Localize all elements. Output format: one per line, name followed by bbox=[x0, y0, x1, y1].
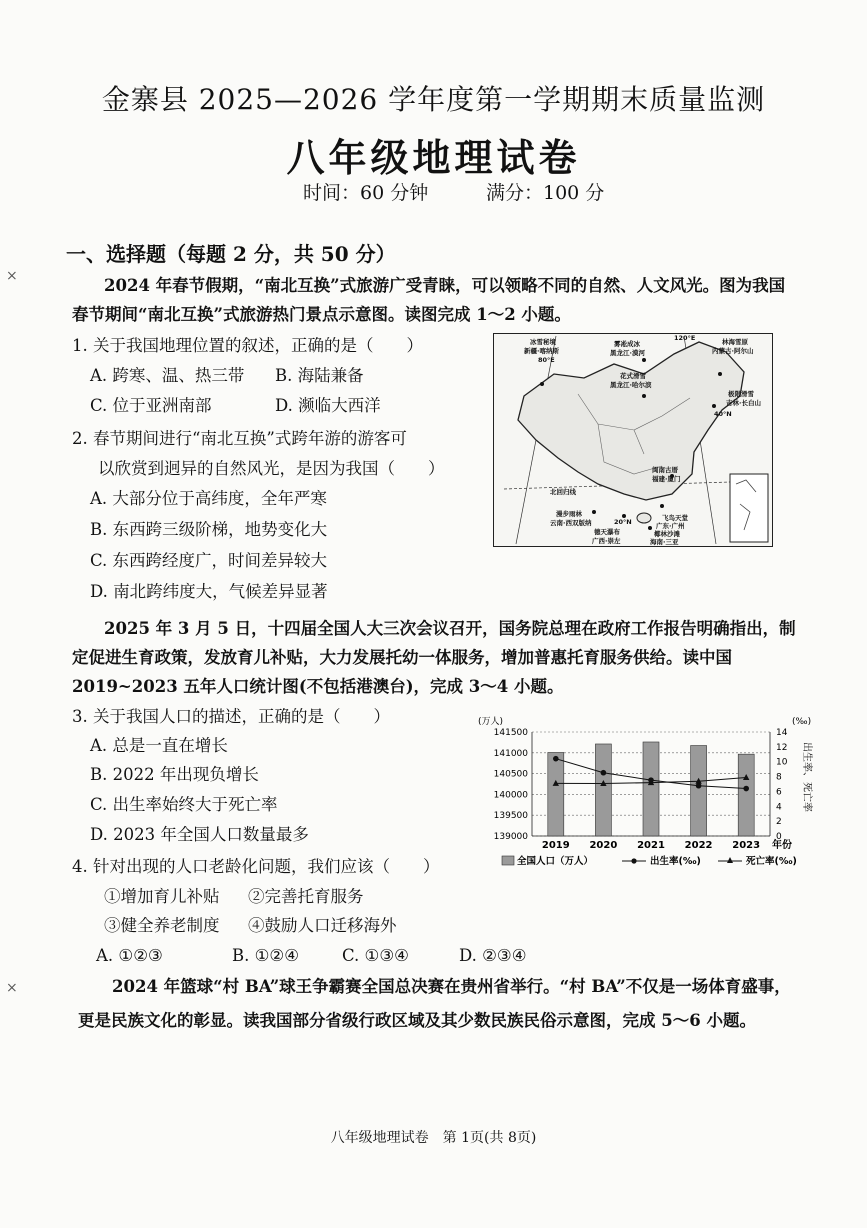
y-right-axis-label: 出生率、死亡率 bbox=[801, 742, 812, 812]
hainan-island bbox=[637, 513, 651, 523]
question-2-stem-line-1: 2. 春节期间进行“南北互换”式跨年游的游客可 bbox=[72, 429, 407, 448]
spot-marker-sanya bbox=[648, 526, 652, 530]
question-4-item-3: ③健全养老制度 bbox=[104, 916, 220, 935]
y-left-tick-label: 141000 bbox=[493, 748, 528, 759]
legend-label-population: 全国人口（万人） bbox=[517, 856, 594, 867]
y-right-tick-label: 14 bbox=[776, 728, 788, 738]
map-label-7: 林海雪原 bbox=[722, 338, 748, 346]
map-label-9: 花式滑雪 bbox=[620, 372, 646, 380]
page-footer: 八年级地理试卷 第 1页(共 8页) bbox=[330, 1130, 537, 1146]
population-bar bbox=[548, 752, 564, 836]
intro-paragraph-3-line-2: 更是民族文化的彰显。读我国部分省级行政区域及其少数民族民俗示意图，完成 5～6 小题。 bbox=[78, 1011, 756, 1030]
map-label-25: 福建·厦门 bbox=[652, 475, 681, 483]
question-3-option-c: C. 出生率始终大于死亡率 bbox=[90, 795, 278, 814]
section-title: 一、选择题（每题 2 分，共 50 分） bbox=[66, 242, 396, 266]
y-left-unit: (万人) bbox=[478, 717, 504, 727]
map-label-18: 飞鸟天堂 bbox=[662, 514, 688, 522]
question-1-option-a: A. 跨寒、温、热三带 bbox=[90, 366, 245, 385]
y-right-tick-label: 4 bbox=[776, 802, 782, 813]
map-label-15: 漫步雨林 bbox=[556, 510, 582, 518]
map-label-23: 广西·崇左 bbox=[592, 537, 621, 545]
question-1-stem: 1. 关于我国地理位置的叙述，正确的是（ ） bbox=[72, 336, 423, 355]
map-label-4: 雾凇成冰 bbox=[614, 340, 640, 348]
legend-label-death: 死亡率(‰) bbox=[746, 856, 797, 867]
map-label-13: 吉林·长白山 bbox=[726, 399, 761, 407]
china-tourism-map bbox=[493, 333, 773, 547]
y-right-tick-label: 10 bbox=[776, 757, 788, 768]
question-3-option-d: D. 2023 年全国人口数量最多 bbox=[90, 825, 309, 844]
y-right-unit: (‰) bbox=[792, 717, 812, 727]
china-map-drawing bbox=[494, 334, 772, 546]
population-bar bbox=[738, 754, 754, 836]
map-label-12: 极限滑雪 bbox=[728, 390, 754, 398]
question-4-stem: 4. 针对出现的人口老龄化问题，我们应该（ ） bbox=[72, 857, 440, 876]
population-chart bbox=[470, 712, 826, 874]
map-label-5: 黑龙江·漠河 bbox=[610, 349, 645, 357]
question-1-option-b: B. 海陆兼备 bbox=[275, 366, 364, 385]
exam-title: 金寨县 2025—2026 学年度第一学期期末质量监测 bbox=[101, 83, 766, 116]
intro-paragraph-1-line-2: 春节期间“南北互换”式旅游热门景点示意图。读图完成 1～2 小题。 bbox=[72, 305, 571, 324]
question-4-item-1: ①增加育儿补贴 bbox=[104, 887, 220, 906]
map-label-10: 黑龙江·哈尔滨 bbox=[610, 381, 652, 389]
map-label-22: 德天瀑布 bbox=[594, 528, 620, 536]
question-4-item-2: ②完善托育服务 bbox=[248, 887, 364, 906]
legend-label-birth: 出生率(‰) bbox=[650, 856, 701, 867]
china-outline bbox=[518, 342, 744, 500]
spot-marker-arxan bbox=[718, 372, 722, 376]
question-2-option-b: B. 东西跨三级阶梯，地势变化大 bbox=[90, 520, 328, 539]
y-right-tick-label: 12 bbox=[776, 742, 788, 753]
intro-paragraph-1-line-1: 2024 年春节假期，“南北互换”式旅游广受青睐，可以领略不同的自然、人文风光。图为我国 bbox=[104, 276, 786, 295]
x-tick-label: 2021 bbox=[637, 840, 665, 851]
y-left-tick-label: 140000 bbox=[493, 790, 528, 801]
question-4-option-b: B. ①②④ bbox=[232, 946, 299, 965]
map-label-2: 新疆·喀纳斯 bbox=[524, 347, 559, 355]
question-4-item-4: ④鼓励人口迁移海外 bbox=[248, 916, 397, 935]
y-left-tick-label: 139500 bbox=[493, 811, 528, 822]
question-4-option-a: A. ①②③ bbox=[96, 946, 163, 965]
legend-marker-death bbox=[727, 857, 733, 863]
map-label-16: 云南·西双版纳 bbox=[550, 519, 592, 527]
spot-marker-mohe bbox=[642, 358, 646, 362]
intro-paragraph-2-line-1: 2025 年 3 月 5 日，十四届全国人大三次会议召开，国务院总理在政府工作报告明确指出，制 bbox=[104, 619, 796, 638]
spot-marker-xishuangbanna bbox=[592, 510, 596, 514]
question-4-option-d: D. ②③④ bbox=[459, 946, 527, 965]
y-right-tick-label: 8 bbox=[776, 772, 782, 783]
y-left-tick-label: 139000 bbox=[493, 832, 528, 842]
spot-marker-kanas bbox=[540, 382, 544, 386]
x-tick-label: 2022 bbox=[684, 840, 713, 851]
birth-rate-point bbox=[601, 770, 607, 776]
question-2-option-a: A. 大部分位于高纬度，全年严寒 bbox=[90, 489, 327, 508]
y-right-tick-label: 2 bbox=[776, 817, 782, 828]
map-label-20: 椰林沙滩 bbox=[654, 530, 680, 538]
map-label-24: 闽南古厝 bbox=[652, 466, 678, 474]
question-4-option-c: C. ①③④ bbox=[342, 946, 409, 965]
intro-paragraph-3-line-1: 2024 年篮球“村 BA”球王争霸赛全国总决赛在贵州省举行。“村 BA”不仅是一场体育盛事， bbox=[112, 977, 791, 996]
population-bar bbox=[643, 742, 659, 836]
legend-marker-birth bbox=[631, 858, 636, 863]
binding-margin-mark-1: × bbox=[6, 268, 18, 284]
question-1-option-d: D. 濒临大西洋 bbox=[275, 396, 381, 415]
question-1-option-c: C. 位于亚洲南部 bbox=[90, 396, 212, 415]
map-label-19: 广东·广州 bbox=[656, 522, 685, 530]
population-chart-svg bbox=[470, 712, 826, 874]
x-tick-label: 2023 bbox=[732, 840, 761, 851]
question-3-option-b: B. 2022 年出现负增长 bbox=[90, 765, 259, 784]
legend-swatch-population bbox=[502, 856, 514, 865]
map-label-6: 120°E bbox=[674, 334, 696, 342]
exam-full-score: 满分：100 分 bbox=[486, 182, 605, 204]
population-bar bbox=[691, 746, 707, 836]
map-label-8: 内蒙古·阿尔山 bbox=[712, 347, 754, 355]
question-2-option-d: D. 南北跨纬度大，气候差异显著 bbox=[90, 582, 328, 601]
y-left-tick-label: 140500 bbox=[493, 769, 528, 780]
map-label-21: 海南·三亚 bbox=[650, 538, 679, 546]
birth-rate-point bbox=[553, 756, 559, 762]
map-label-14: 北回归线 bbox=[550, 488, 576, 496]
binding-margin-mark-2: × bbox=[6, 980, 18, 996]
y-right-tick-label: 0 bbox=[776, 832, 782, 842]
exam-time: 时间：60 分钟 bbox=[303, 182, 429, 204]
question-3-stem: 3. 关于我国人口的描述，正确的是（ ） bbox=[72, 707, 390, 726]
population-bar bbox=[595, 744, 611, 836]
spot-marker-guangzhou bbox=[660, 504, 664, 508]
y-left-tick-label: 141500 bbox=[493, 728, 528, 738]
question-2-option-c: C. 东西跨经度广，时间差异较大 bbox=[90, 551, 328, 570]
x-tick-label: 2019 bbox=[541, 840, 570, 851]
map-label-11: 40°N bbox=[714, 410, 732, 418]
paper-title: 八年级地理试卷 bbox=[286, 135, 581, 180]
birth-rate-point bbox=[743, 786, 749, 792]
intro-paragraph-2-line-3: 2019~2023 五年人口统计图(不包括港澳台)，完成 3～4 小题。 bbox=[72, 677, 564, 696]
spot-marker-harbin bbox=[642, 394, 646, 398]
map-label-17: 20°N bbox=[614, 518, 632, 526]
y-right-tick-label: 6 bbox=[776, 787, 782, 798]
question-2-stem-line-2: 以欣赏到迥异的自然风光，是因为我国（ ） bbox=[98, 459, 445, 478]
map-label-3: 80°E bbox=[538, 356, 555, 364]
x-tick-label: 2020 bbox=[589, 840, 618, 851]
question-3-option-a: A. 总是一直在增长 bbox=[90, 736, 228, 755]
map-label-1: 冰雪秘境 bbox=[530, 338, 556, 346]
spot-marker-changbaishan bbox=[712, 404, 716, 408]
x-axis-unit: 年份 bbox=[772, 840, 792, 851]
intro-paragraph-2-line-2: 定促进生育政策，发放育儿补贴，大力发展托幼一体服务，增加普惠托育服务供给。读中国 bbox=[72, 648, 732, 667]
